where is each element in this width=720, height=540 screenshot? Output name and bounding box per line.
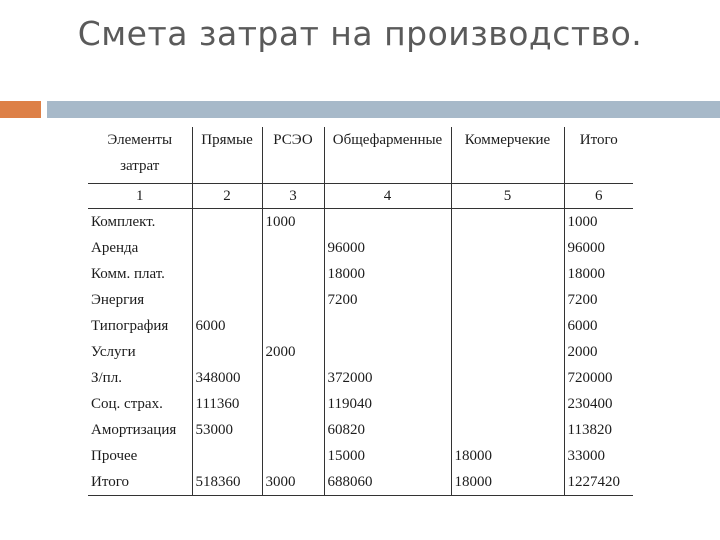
header-rseo: РСЭО: [262, 127, 324, 184]
column-number: 2: [192, 184, 262, 209]
column-number: 5: [451, 184, 564, 209]
row-label-cell: Энергия: [88, 287, 192, 313]
column-number: 1: [88, 184, 192, 209]
row-label-cell: Комм. плат.: [88, 261, 192, 287]
column-number: 4: [324, 184, 451, 209]
header-general: Общефарменные: [324, 127, 451, 184]
header-elements-line2: затрат: [120, 158, 160, 174]
value-cell: [262, 313, 324, 339]
value-cell: 1000: [262, 209, 324, 236]
table-row: [88, 469, 633, 496]
row-label-cell: Аренда: [88, 235, 192, 261]
row-label-cell: Комплект.: [88, 209, 192, 236]
table-row: [88, 287, 633, 313]
value-cell: [451, 287, 564, 313]
header-total: Итого: [564, 127, 633, 184]
value-cell: [262, 287, 324, 313]
value-cell: 1227420: [564, 469, 633, 496]
value-cell: 372000: [324, 365, 451, 391]
value-cell: [262, 443, 324, 469]
value-cell: [451, 235, 564, 261]
accent-block: [0, 101, 41, 118]
header-elements-line1: Элементы: [107, 132, 173, 148]
value-cell: 7200: [324, 287, 451, 313]
header-commercial: Коммерчекие: [451, 127, 564, 184]
row-label-cell: Амортизация: [88, 417, 192, 443]
value-cell: 518360: [192, 469, 262, 496]
row-label-cell: Услуги: [88, 339, 192, 365]
slide-title: Смета затрат на производство.: [77, 14, 643, 53]
value-cell: 18000: [451, 469, 564, 496]
value-cell: [192, 209, 262, 236]
value-cell: [192, 287, 262, 313]
value-cell: 348000: [192, 365, 262, 391]
value-cell: [324, 339, 451, 365]
value-cell: 111360: [192, 391, 262, 417]
row-label-cell: Прочее: [88, 443, 192, 469]
value-cell: [262, 417, 324, 443]
value-cell: 15000: [324, 443, 451, 469]
value-cell: [451, 261, 564, 287]
value-cell: 3000: [262, 469, 324, 496]
table-row: [88, 209, 633, 236]
value-cell: [262, 391, 324, 417]
value-cell: [451, 391, 564, 417]
value-cell: [451, 417, 564, 443]
row-label-cell: Типография: [88, 313, 192, 339]
header-row: [88, 127, 633, 184]
header-direct: Прямые: [192, 127, 262, 184]
table-row: [88, 261, 633, 287]
row-label-cell: Итого: [88, 469, 192, 496]
column-number: 6: [564, 184, 633, 209]
value-cell: 2000: [262, 339, 324, 365]
value-cell: 18000: [324, 261, 451, 287]
value-cell: 1000: [564, 209, 633, 236]
value-cell: [451, 339, 564, 365]
value-cell: [451, 313, 564, 339]
value-cell: 6000: [564, 313, 633, 339]
value-cell: [451, 209, 564, 236]
value-cell: 230400: [564, 391, 633, 417]
row-label-cell: Соц. страх.: [88, 391, 192, 417]
value-cell: 33000: [564, 443, 633, 469]
value-cell: 119040: [324, 391, 451, 417]
value-cell: [324, 313, 451, 339]
value-cell: [324, 209, 451, 236]
value-cell: 96000: [324, 235, 451, 261]
value-cell: [262, 365, 324, 391]
value-cell: [262, 235, 324, 261]
value-cell: 96000: [564, 235, 633, 261]
value-cell: [192, 339, 262, 365]
column-number: 3: [262, 184, 324, 209]
value-cell: 7200: [564, 287, 633, 313]
table-row: [88, 417, 633, 443]
table-row: [88, 365, 633, 391]
value-cell: [192, 235, 262, 261]
header-elements: [88, 127, 192, 184]
value-cell: [451, 365, 564, 391]
value-cell: 113820: [564, 417, 633, 443]
value-cell: [192, 261, 262, 287]
row-label-cell: З/пл.: [88, 365, 192, 391]
table-row: [88, 313, 633, 339]
value-cell: 18000: [451, 443, 564, 469]
cost-estimate-table: [88, 127, 633, 496]
value-cell: 18000: [564, 261, 633, 287]
table-row: [88, 443, 633, 469]
divider-bar: [47, 101, 720, 118]
value-cell: [192, 443, 262, 469]
value-cell: 688060: [324, 469, 451, 496]
table-row: [88, 235, 633, 261]
value-cell: [262, 261, 324, 287]
value-cell: 53000: [192, 417, 262, 443]
value-cell: 720000: [564, 365, 633, 391]
table-row: [88, 339, 633, 365]
table-row: [88, 391, 633, 417]
value-cell: 2000: [564, 339, 633, 365]
value-cell: 60820: [324, 417, 451, 443]
value-cell: 6000: [192, 313, 262, 339]
column-number-row: [88, 184, 633, 209]
